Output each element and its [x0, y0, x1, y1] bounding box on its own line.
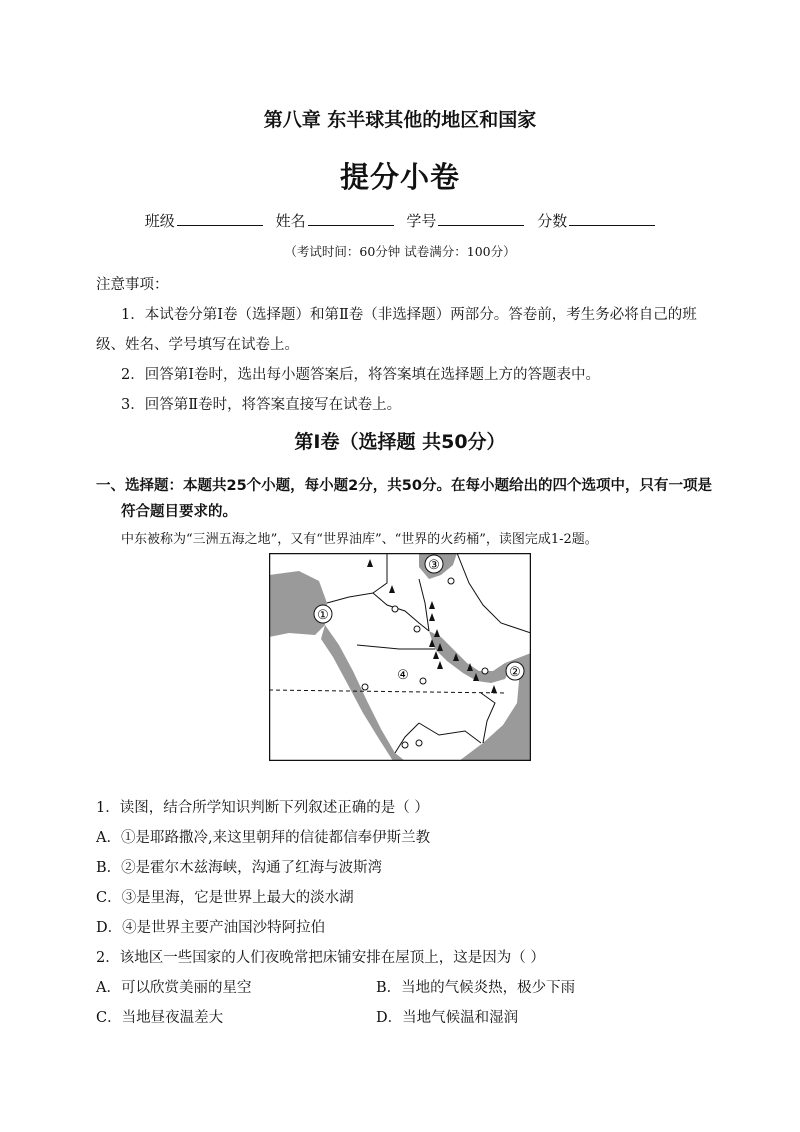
label-3: ③: [428, 558, 440, 573]
notes-item-1-cont: 级、姓名、学号填写在试卷上。: [96, 337, 299, 353]
section-title: 第Ⅰ卷（选择题 共50分）: [294, 431, 506, 453]
question-2-option-d[interactable]: D．当地气候温和湿润: [376, 1010, 519, 1026]
score-field: [537, 210, 655, 231]
question-2-option-a[interactable]: A．可以欣赏美丽的星空: [96, 980, 252, 996]
name-label: 姓名: [275, 212, 306, 230]
student-id-label: 学号: [406, 212, 437, 230]
chapter-title: 第八章 东半球其他的地区和国家: [263, 109, 537, 131]
question-2-stem: 2．该地区一些国家的人们夜晚常把床铺安排在屋顶上，这是因为（ ）: [96, 950, 545, 966]
paper-subtitle: 提分小卷: [339, 160, 460, 194]
class-field: [145, 210, 263, 231]
question-1-option-d[interactable]: D．④是世界主要产油国沙特阿拉伯: [96, 920, 326, 936]
map-intro: 中东被称为“三洲五海之地”，又有“世界油库”、“世界的火药桶”，读图完成1-2题。: [121, 532, 598, 547]
class-label: 班级: [144, 212, 175, 230]
exam-time-note: （考试时间：60分钟 试卷满分：100分）: [284, 244, 516, 259]
question-1-stem: 1．读图，结合所学知识判断下列叙述正确的是（ ）: [96, 800, 429, 816]
question-1-option-b[interactable]: B．②是霍尔木兹海峡，沟通了红海与波斯湾: [96, 860, 383, 876]
student-id-blank[interactable]: [438, 211, 524, 226]
middle-east-map: [269, 553, 531, 761]
label-2: ②: [509, 665, 521, 680]
score-blank[interactable]: [569, 211, 655, 226]
score-label: 分数: [537, 212, 568, 230]
student-info-row: [0, 210, 800, 231]
notes-item-2: 2．回答第Ⅰ卷时，选出每小题答案后，将答案填在选择题上方的答题表中。: [121, 367, 600, 383]
name-field: [276, 210, 394, 231]
label-4: ④: [397, 668, 409, 683]
question-2-option-b[interactable]: B．当地的气候炎热，极少下雨: [376, 980, 576, 996]
question-1-option-a[interactable]: A．①是耶路撒冷,来这里朝拜的信徒都信奉伊斯兰教: [96, 830, 431, 846]
section-instructions-cont: 符合题目要求的。: [121, 504, 237, 520]
section-instructions: 一、选择题：本题共25个小题，每小题2分，共50分。在每小题给出的四个选项中，只有一项是: [96, 478, 712, 494]
notes-heading: 注意事项：: [96, 277, 169, 293]
question-1-option-c[interactable]: C．③是里海，它是世界上最大的淡水湖: [96, 890, 354, 906]
notes-item-1: 1．本试卷分第Ⅰ卷（选择题）和第Ⅱ卷（非选择题）两部分。答卷前，考生务必将自己的班: [121, 307, 697, 323]
name-blank[interactable]: [308, 211, 394, 226]
notes-item-3: 3．回答第Ⅱ卷时，将答案直接写在试卷上。: [121, 397, 402, 413]
mediterranean-sea: [269, 571, 327, 637]
student-id-field: [406, 210, 524, 231]
class-blank[interactable]: [177, 211, 263, 226]
label-1: ①: [317, 608, 329, 623]
question-2-option-c[interactable]: C．当地昼夜温差大: [96, 1010, 224, 1026]
